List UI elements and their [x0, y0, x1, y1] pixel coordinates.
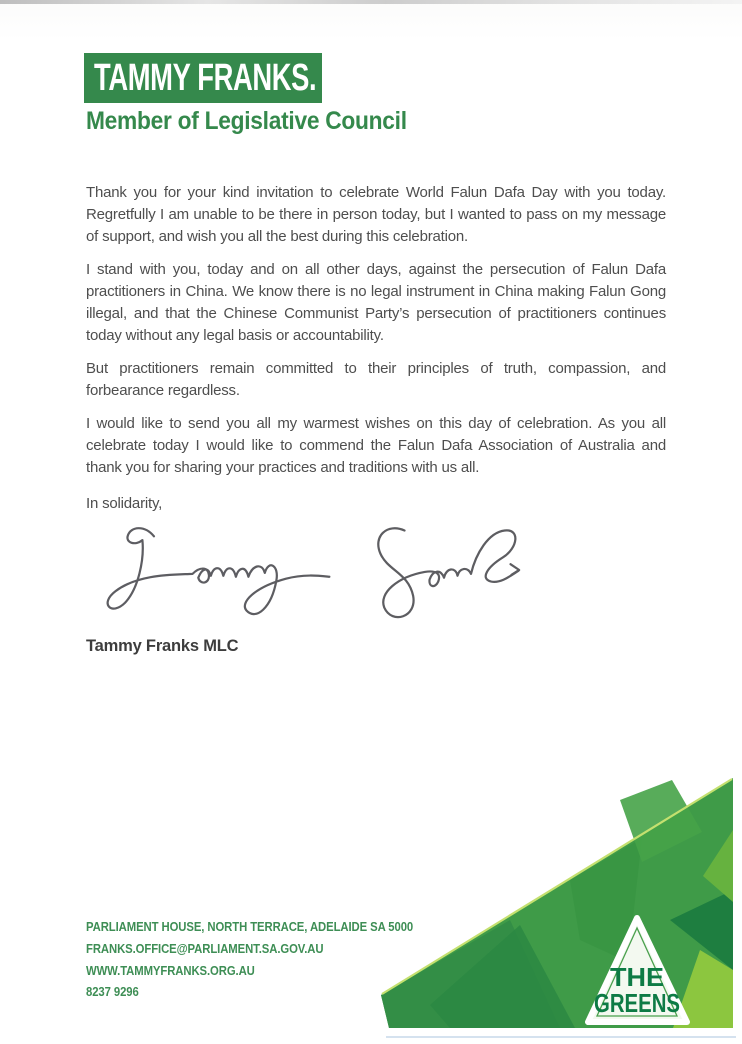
greens-logo-line2: GREENS	[594, 988, 680, 1018]
signature-ink	[92, 517, 532, 623]
paragraph-3: But practitioners remain committed to their principles of truth, compassion, and forbearance regardless.	[86, 360, 666, 399]
closing-line: In solidarity,	[86, 495, 163, 512]
paragraph-2: I stand with you, today and on all other days, against the persecution of Falun Dafa practitioners in China. We know there is no legal instrument in China making Falun Gong illegal, and that the Chinese Communist Party’s persecution of practitioners continues today without any legal basis or accountability.	[86, 261, 666, 344]
scan-line-artifact	[386, 1036, 736, 1038]
footer-website: WWW.TAMMYFRANKS.ORG.AU	[86, 962, 255, 978]
footer-address: PARLIAMENT HOUSE, NORTH TERRACE, ADELAIDE SA 5000	[86, 919, 414, 934]
paragraph-1: Thank you for your kind invitation to celebrate World Falun Dafa Day with you today. Regretfully I am unable to be there in person today, but I wanted to pass on my message of support, and wish you all the best during this celebration.	[86, 184, 666, 245]
footer-phone: 8237 9296	[86, 984, 139, 1000]
greens-logo	[370, 770, 742, 1044]
name-banner-text: TAMMY FRANKS.	[94, 57, 317, 99]
greens-logo-line1: THE	[610, 962, 664, 992]
footer-contact-block	[86, 916, 413, 1003]
letter-body	[86, 182, 666, 657]
scan-edge-artifact	[0, 0, 742, 4]
paragraph-4: I would like to send you all my warmest wishes on this day of celebration. As you all celebrate today I would like to commend the Falun Dafa Association of Australia and thank you for sharing your practices and traditions with us all.	[86, 415, 666, 476]
signoff-name: Tammy Franks MLC	[86, 637, 239, 655]
name-banner	[84, 53, 322, 103]
member-title: Member of Legislative Council	[86, 107, 407, 135]
handwritten-signature	[92, 517, 666, 617]
footer-email: FRANKS.OFFICE@PARLIAMENT.SA.GOV.AU	[86, 940, 324, 956]
